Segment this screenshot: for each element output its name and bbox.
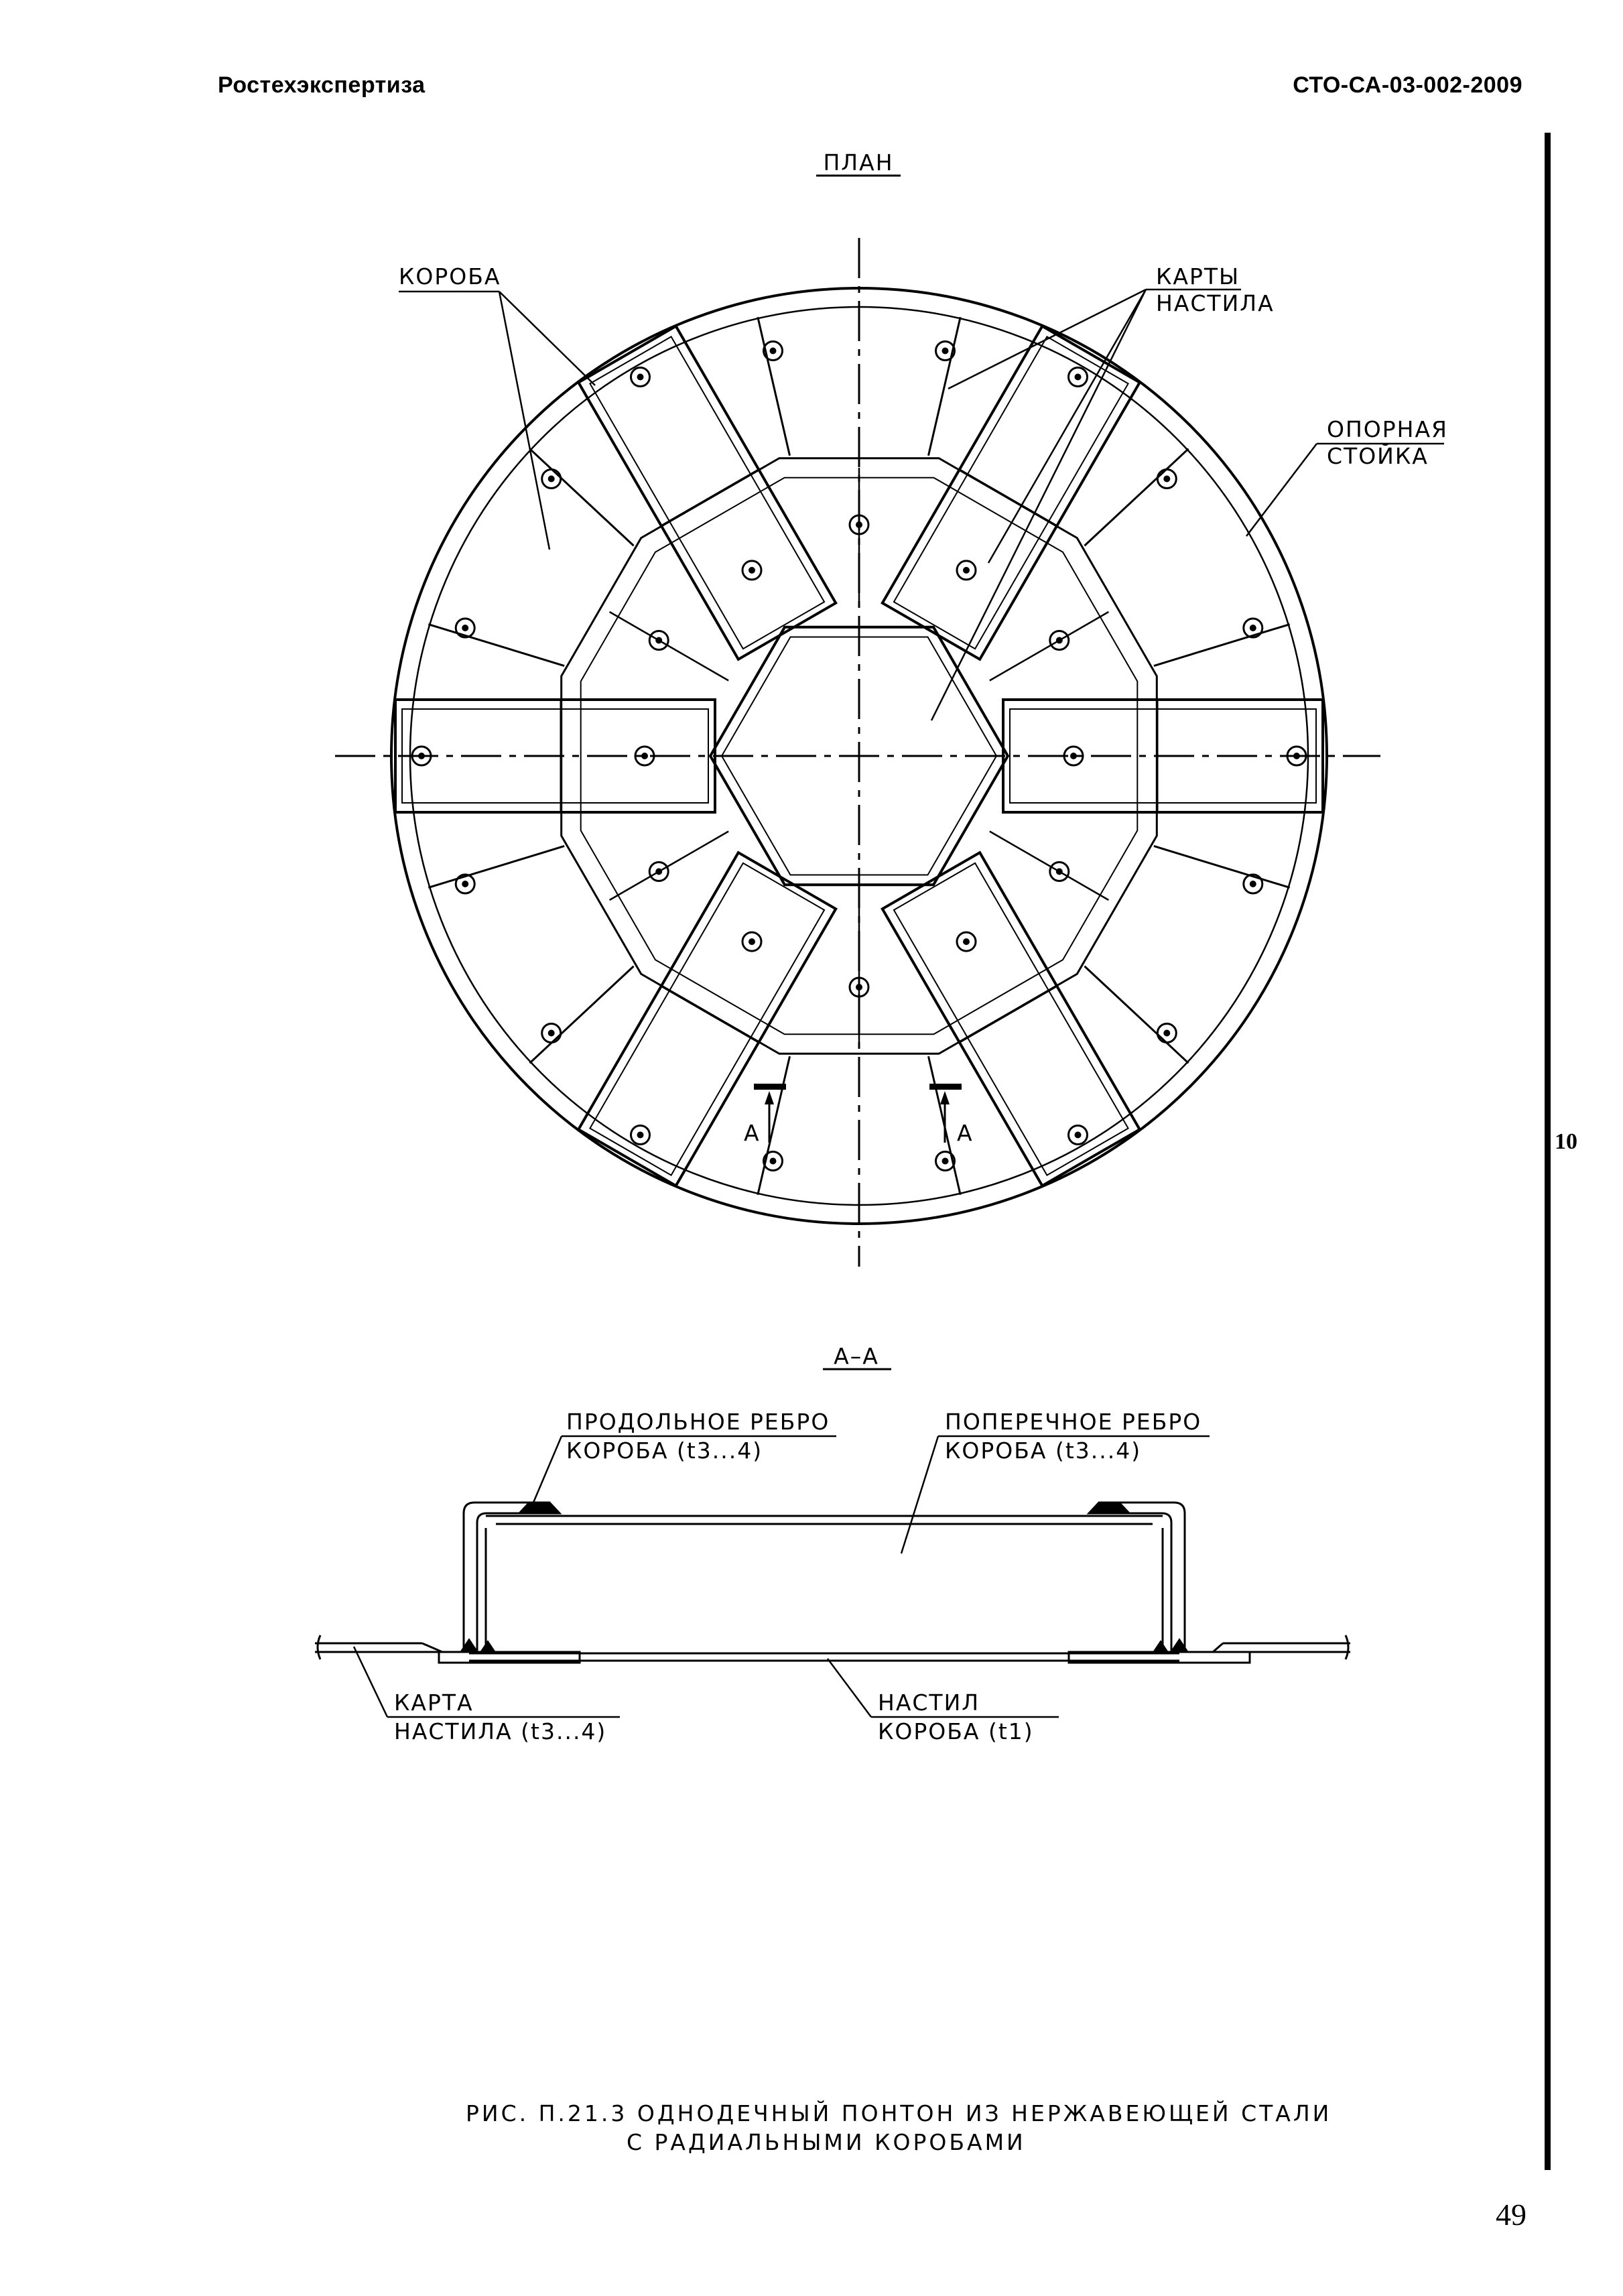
radial-box-inner-6 — [894, 336, 1128, 649]
support-post-dot-19 — [548, 1030, 555, 1037]
label-box-deck-2: КОРОБА (t1) — [878, 1718, 1034, 1744]
support-post-dot-30 — [1056, 637, 1063, 644]
radial-box-rib-5 — [661, 470, 759, 526]
label-deck-sheets-1: КАРТЫ — [1156, 263, 1240, 290]
outer-stiffener-4-1 — [428, 625, 564, 666]
radial-box-rib-3 — [661, 986, 759, 1042]
outer-stiffener-1-1 — [1154, 846, 1290, 887]
support-post-dot-29 — [1250, 625, 1256, 631]
header-organization: Ростехэкспертиза — [218, 72, 426, 98]
support-post-dot-3 — [1075, 1132, 1082, 1139]
page-number: 49 — [1496, 2197, 1527, 2232]
support-post-dot-17 — [770, 1158, 777, 1165]
outer-stiffener-5-2 — [928, 317, 960, 456]
support-post-dot-11 — [1075, 374, 1082, 381]
support-post-dot-22 — [462, 625, 468, 631]
label-long-rib-1: ПРОДОЛЬНОЕ РЕБРО — [566, 1409, 830, 1435]
outer-stiffener-3-1 — [530, 966, 634, 1064]
support-post-dot-16 — [942, 1158, 949, 1165]
label-deck-sheet-1: КАРТА — [394, 1689, 474, 1716]
label-boxes: КОРОБА — [399, 263, 501, 290]
leader-deck-sheet — [354, 1647, 387, 1717]
radial-box-3 — [578, 852, 836, 1186]
svg-text:А: А — [957, 1120, 974, 1146]
outer-stiffener-1-2 — [1084, 966, 1188, 1064]
radial-box-5 — [578, 326, 836, 659]
label-support-2: СТОЙКА — [1327, 443, 1429, 469]
support-post-dot-5 — [637, 1132, 644, 1139]
support-post-dot-20 — [462, 881, 468, 887]
leader-box-deck — [828, 1659, 871, 1717]
label-box-deck-1: НАСТИЛ — [878, 1689, 980, 1716]
leader-deck-sheets-2 — [988, 290, 1146, 563]
margin-change-number: 10 — [1555, 1129, 1577, 1154]
outer-stiffener-5-1 — [758, 317, 790, 456]
svg-text:А: А — [744, 1120, 761, 1146]
leader-boxes-1 — [499, 292, 595, 385]
label-support-1: ОПОРНАЯ — [1327, 416, 1448, 442]
support-post-dot-26 — [942, 348, 949, 355]
label-cross-rib-1: ПОПЕРЕЧНОЕ РЕБРО — [945, 1409, 1202, 1435]
radial-box-inner-5 — [590, 336, 824, 649]
support-post-dot-14 — [1163, 1030, 1170, 1037]
support-post-dot-23 — [548, 476, 555, 483]
header-document-code: СТО-СА-03-002-2009 — [1293, 72, 1522, 98]
section-profile — [315, 1503, 1350, 1663]
leader-cross-rib — [901, 1436, 938, 1553]
outer-stiffener-3-2 — [428, 846, 564, 887]
support-post-dot-12 — [963, 567, 970, 574]
support-post-dot-21 — [655, 869, 662, 875]
figure-caption-line2: С РАДИАЛЬНЫМИ КОРОБАМИ — [627, 2129, 1026, 2155]
inner-stiffener-4 — [610, 612, 729, 681]
section-mark-left — [744, 1084, 786, 1146]
label-long-rib-2: КОРОБА (t3...4) — [566, 1438, 763, 1464]
inner-stiffener-3 — [610, 832, 729, 901]
support-post-dot-15 — [1056, 869, 1063, 875]
support-post-dot-28 — [1163, 476, 1170, 483]
support-post-dot-4 — [963, 938, 970, 945]
label-deck-sheet-2: НАСТИЛА (t3...4) — [394, 1718, 607, 1744]
support-post-dot-10 — [749, 567, 755, 574]
leader-long-rib — [529, 1436, 562, 1512]
section-title: А–А — [834, 1343, 879, 1369]
radial-box-rib-2 — [960, 986, 1057, 1042]
support-post-dot-6 — [749, 938, 755, 945]
inner-stiffener-6 — [990, 612, 1109, 681]
support-post-dot-9 — [637, 374, 644, 381]
leader-support — [1246, 444, 1317, 536]
support-post-dot-24 — [655, 637, 662, 644]
label-cross-rib-2: КОРОБА (t3...4) — [945, 1438, 1142, 1464]
radial-box-inner-2 — [894, 863, 1128, 1175]
leader-boxes-2 — [499, 292, 549, 550]
support-post-dot-2 — [1070, 753, 1077, 759]
support-post-dot-25 — [770, 348, 777, 355]
radial-box-6 — [883, 326, 1140, 659]
plan-title: ПЛАН — [823, 149, 894, 176]
outer-stiffener-2-2 — [758, 1056, 790, 1195]
outer-stiffener-6-1 — [1084, 449, 1188, 546]
leader-deck-sheets-3 — [931, 290, 1146, 720]
radial-box-inner-3 — [590, 863, 824, 1175]
support-post-dot-8 — [641, 753, 648, 759]
radial-box-2 — [883, 852, 1140, 1186]
label-deck-sheets-2: НАСТИЛА — [1156, 290, 1275, 316]
figure-caption-line1: РИС. П.21.3 ОДНОДЕЧНЫЙ ПОНТОН ИЗ НЕРЖАВЕЮЩЕЙ СТАЛИ — [466, 2100, 1332, 2126]
inner-stiffener-1 — [990, 832, 1109, 901]
support-post-dot-13 — [1250, 881, 1256, 887]
outer-stiffener-6-2 — [1154, 625, 1290, 666]
